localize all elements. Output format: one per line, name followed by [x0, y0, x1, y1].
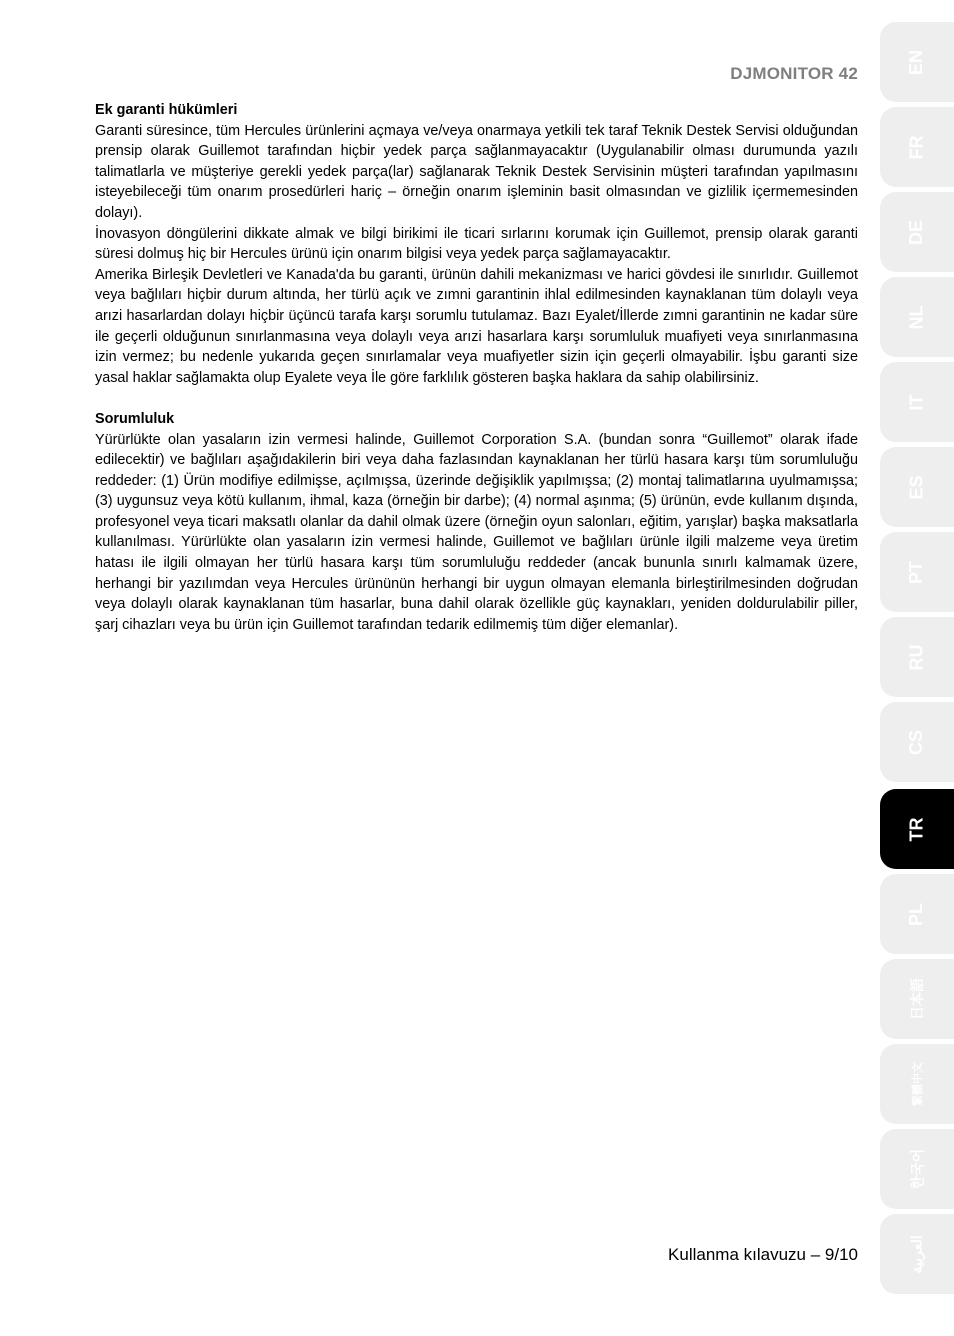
tab-label: PT	[906, 560, 927, 584]
paragraph: İnovasyon döngülerini dikkate almak ve bilgi birikimi ile ticari sırlarını korumak için Guillemot, prensip olarak garanti süresi dolmuş hiç bir Hercules ürünü için onarım bilgisi veya yedek parça sağlamayacaktır.	[95, 225, 858, 263]
tab-label: DE	[906, 219, 927, 245]
tab-label: 한국어	[908, 1148, 925, 1190]
tab-language-ar[interactable]	[880, 1214, 954, 1294]
tab-language-de[interactable]	[880, 192, 954, 272]
tab-label: EN	[906, 49, 927, 75]
liability-section	[95, 409, 858, 636]
section-heading-liability: Sorumluluk	[95, 410, 175, 427]
tab-label: العربية	[908, 1234, 925, 1274]
document-body	[95, 100, 858, 635]
tab-label: CS	[906, 729, 927, 755]
tab-language-ja[interactable]	[880, 959, 954, 1039]
paragraph: Yürürlükte olan yasaların izin vermesi halinde, Guillemot Corporation S.A. (bundan sonra “Guillemot” olarak ifade edilecektir) ve bağlıları aşağıdakilerin biri veya daha fazlasından kaynaklanan her türlü hasara karşı tüm sorumluluğu reddeder: (1) Ürün modifiye edilmişse, açılmışsa, üzerinde değişiklik yapılmışsa; (2) montaj talimatlarına uyulmamışsa; (3) uygunsuz veya kötü kullanım, ihmal, kaza (örneğin bir darbe); (4) normal aşınma; (5) ürünün, evde kullanım dışında, profesyonel veya ticari maksatlı olanlar da dahil olmak üzere (örneğin oyun salonları, eğitim, yarışlar) başka maksatlarla kullanılması. Yürürlükte olan yasaların izin vermesi halinde, Guillemot ve bağlıları ürünle ilgili malzeme veya üretim hatası ile ilgili olmayan her türlü hasara karşı tüm sorumluluğu reddeder (ancak bununla sınırlı kalmamak üzere, herhangi bir yazılımdan veya Hercules ürününün herhangi bir uygun olmayan elemanla birleştirilmesinden doğrudan veya dolaylı olarak kaynaklanan tüm hasarlar, buna dahil olarak özellikle güç kaynakları, yeniden doldurulabilir piller, şarj cihazları veya bu ürün için Guillemot tarafından tedarik edilmemiş tüm diğer elemanlar).	[95, 431, 858, 633]
paragraph: Garanti süresince, tüm Hercules ürünlerini açmaya ve/veya onarmaya yetkili tek taraf Teknik Destek Servisi olduğundan prensip olarak Guillemot tarafından hiçbir yedek parça sağlanmayacaktır (Uygulanabilir olması durumunda yazılı talimatlarla ve müşteriye gerekli yedek parça(lar) sağlanarak Teknik Destek Servisinin müşteri tarafından yapılmasını isteyebileceği tüm onarım prosedürleri hariç – örneğin onarım işleminin basit olmasından ve gizlilik içermemesinden dolayı).	[95, 122, 858, 221]
tab-label: RU	[906, 644, 927, 670]
tab-language-pt[interactable]	[880, 532, 954, 612]
tab-language-tr[interactable]	[880, 789, 954, 869]
section-heading-warranty: Ek garanti hükümleri	[95, 102, 238, 118]
tab-label: IT	[906, 394, 927, 410]
tab-label: 日本語	[909, 978, 925, 1020]
tab-language-es[interactable]	[880, 447, 954, 527]
tab-label: FR	[906, 135, 927, 159]
tab-language-ko[interactable]	[880, 1129, 954, 1209]
tab-language-ru[interactable]	[880, 617, 954, 697]
tab-language-nl[interactable]	[880, 277, 954, 357]
product-title: DJMONITOR 42	[730, 64, 858, 83]
section-spacer	[95, 388, 858, 409]
warranty-section	[95, 100, 858, 388]
page-number: Kullanma kılavuzu – 9/10	[668, 1245, 858, 1264]
tab-label: TR	[906, 817, 927, 841]
tab-language-zh-hant[interactable]	[880, 1044, 954, 1124]
tab-language-pl[interactable]	[880, 874, 954, 954]
tab-label: NL	[906, 305, 927, 329]
tab-language-it[interactable]	[880, 362, 954, 442]
tab-label: ES	[906, 474, 927, 500]
paragraph: Amerika Birleşik Devletleri ve Kanada'da bu garanti, ürünün dahili mekanizması ve harici gövdesi ile sınırlıdır. Guillemot veya bağlıları hiçbir durum altında, her türlü açık ve zımni garantinin ihlal edilmesinden kaynaklanan tüm dolaylı veya arızi hasarlardan dolayı hiçbir üçüncü tarafa karşı sorumlu tutulamaz. Bazı Eyalet/İllerde zımni garantinin ne kadar süre ile geçerli olduğunun sınırlanmasına veya dolaylı veya arızi hasarlara karşı sorumluluk muafiyeti veya sınırlanmasına izin vermez; bu nedenle yukarıda geçen sınırlamalar veya muafiyetler sizin için geçerli olmayabilir. İşbu garanti size yasal haklar sağlamakta olup Eyalete veya İle göre farklılık gösteren başka haklara da sahip olabilirsiniz.	[95, 266, 858, 386]
tab-language-en[interactable]	[880, 22, 954, 102]
tab-label: 繁體中文	[912, 1062, 924, 1106]
tab-language-fr[interactable]	[880, 107, 954, 187]
tab-language-cs[interactable]	[880, 702, 954, 782]
tab-label: PL	[906, 902, 927, 926]
